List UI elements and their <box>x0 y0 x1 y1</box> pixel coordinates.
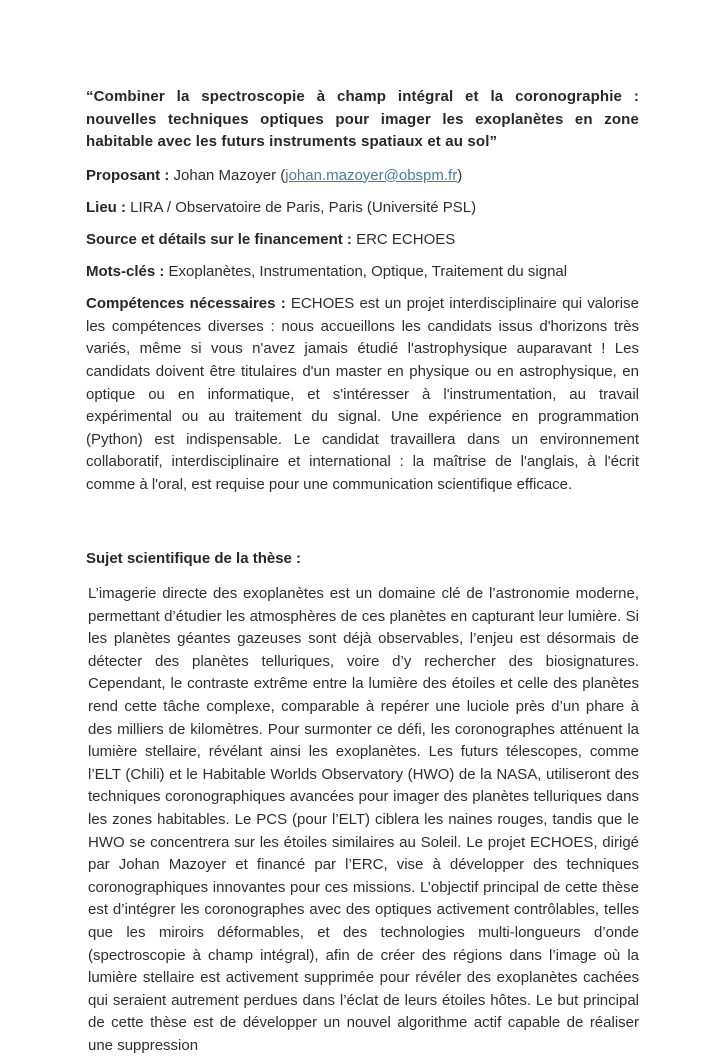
paragraph-subject: L’imagerie directe des exoplanètes est un domaine clé de l’astronomie moderne, permettant d’étudier les atmosphères de ces planètes en capturant leur lumière. Si les planètes géantes gazeuses sont déjà observables, l’enjeu est désormais de détecter des planètes telluriques, voire d’y rechercher des biosignatures. Cependant, le contraste extrême entre la lumière des étoiles et celle des planètes rend cette tâche complexe, comparable à repérer une luciole près d’un phare à des milliers de kilomètres. Pour surmonter ce défi, les coronographes atténuent la lumière stellaire, révélant ainsi les exoplanètes. Les futurs télescopes, comme l’ELT (Chili) et le Habitable Worlds Observatory (HWO) de la NASA, utiliseront des techniques coronographiques avancées pour imager des planètes telluriques dans les zones habitables. Le PCS (pour l’ELT) ciblera les naines rouges, tandis que le HWO se concentrera sur les étoiles similaires au Soleil. Le projet ECHOES, dirigé par Johan Mazoyer et financé par l’ERC, vise à développer des techniques coronographiques innovantes pour ces missions. L’objectif principal de cette thèse est d’intégrer les coronographes avec des optiques activement contrôlables, telles que les miroirs déformables, et des technologies multi-longueurs d’onde (spectroscopie à champ intégral), afin de créer des régions dans l’image où la lumière stellaire est activement supprimée pour révéler des exoplanètes cachées qui seraient autrement perdues dans l’éclat de leurs étoiles hôtes. Le but principal de cette thèse est de développer un nouvel algorithme actif capable de réaliser une suppression <box>88 585 639 1054</box>
paragraph-competences <box>86 293 639 496</box>
document-title: “Combiner la spectroscopie à champ intégral et la coronographie : nouvelles techniques optiques pour imager les exoplanètes en zone habitable avec les futurs instruments spatiaux et au sol” <box>86 88 639 151</box>
subject-heading: Sujet scientifique de la thèse : <box>86 549 302 567</box>
field-lieu <box>86 197 639 220</box>
proposant-label: Proposant : <box>86 166 170 184</box>
email-link[interactable]: johan.mazoyer@obspm.fr <box>285 166 458 184</box>
mots-cles-label: Mots-clés : <box>86 263 165 281</box>
field-mots-cles <box>86 261 639 284</box>
field-proposant <box>86 165 639 188</box>
financement-value: ERC ECHOES <box>351 230 456 248</box>
competences-label: Compétences nécessaires : <box>86 295 286 313</box>
competences-text: ECHOES est un projet interdisciplinaire qui valorise les compétences diverses : nous accueillons les candidats issus d'horizons très variés, même si vous n'avez jamais étudié l'astrophysique auparavant ! Les candidats doivent être titulaires d'un master en physique ou en astrophysique, en optique ou en informatique, et s'intéresser à l'instrumentation, au travail expérimental ou au traitement du signal. Une expérience en programmation (Python) est indispensable. Le candidat travaillera dans un environnement collaboratif, interdisciplinaire et international : la maîtrise de l'anglais, à l'écrit comme à l'oral, est requise pour une communication scientifique efficace. <box>86 295 639 493</box>
proposant-value-post: ) <box>457 166 463 184</box>
field-financement <box>86 229 639 252</box>
proposant-value-pre: Johan Mazoyer ( <box>169 166 286 184</box>
lieu-label: Lieu : <box>86 198 126 216</box>
mots-cles-value: Exoplanètes, Instrumentation, Optique, Traitement du signal <box>164 263 568 281</box>
lieu-value: LIRA / Observatoire de Paris, Paris (Université PSL) <box>126 198 477 216</box>
financement-label: Source et détails sur le financement : <box>86 230 352 248</box>
